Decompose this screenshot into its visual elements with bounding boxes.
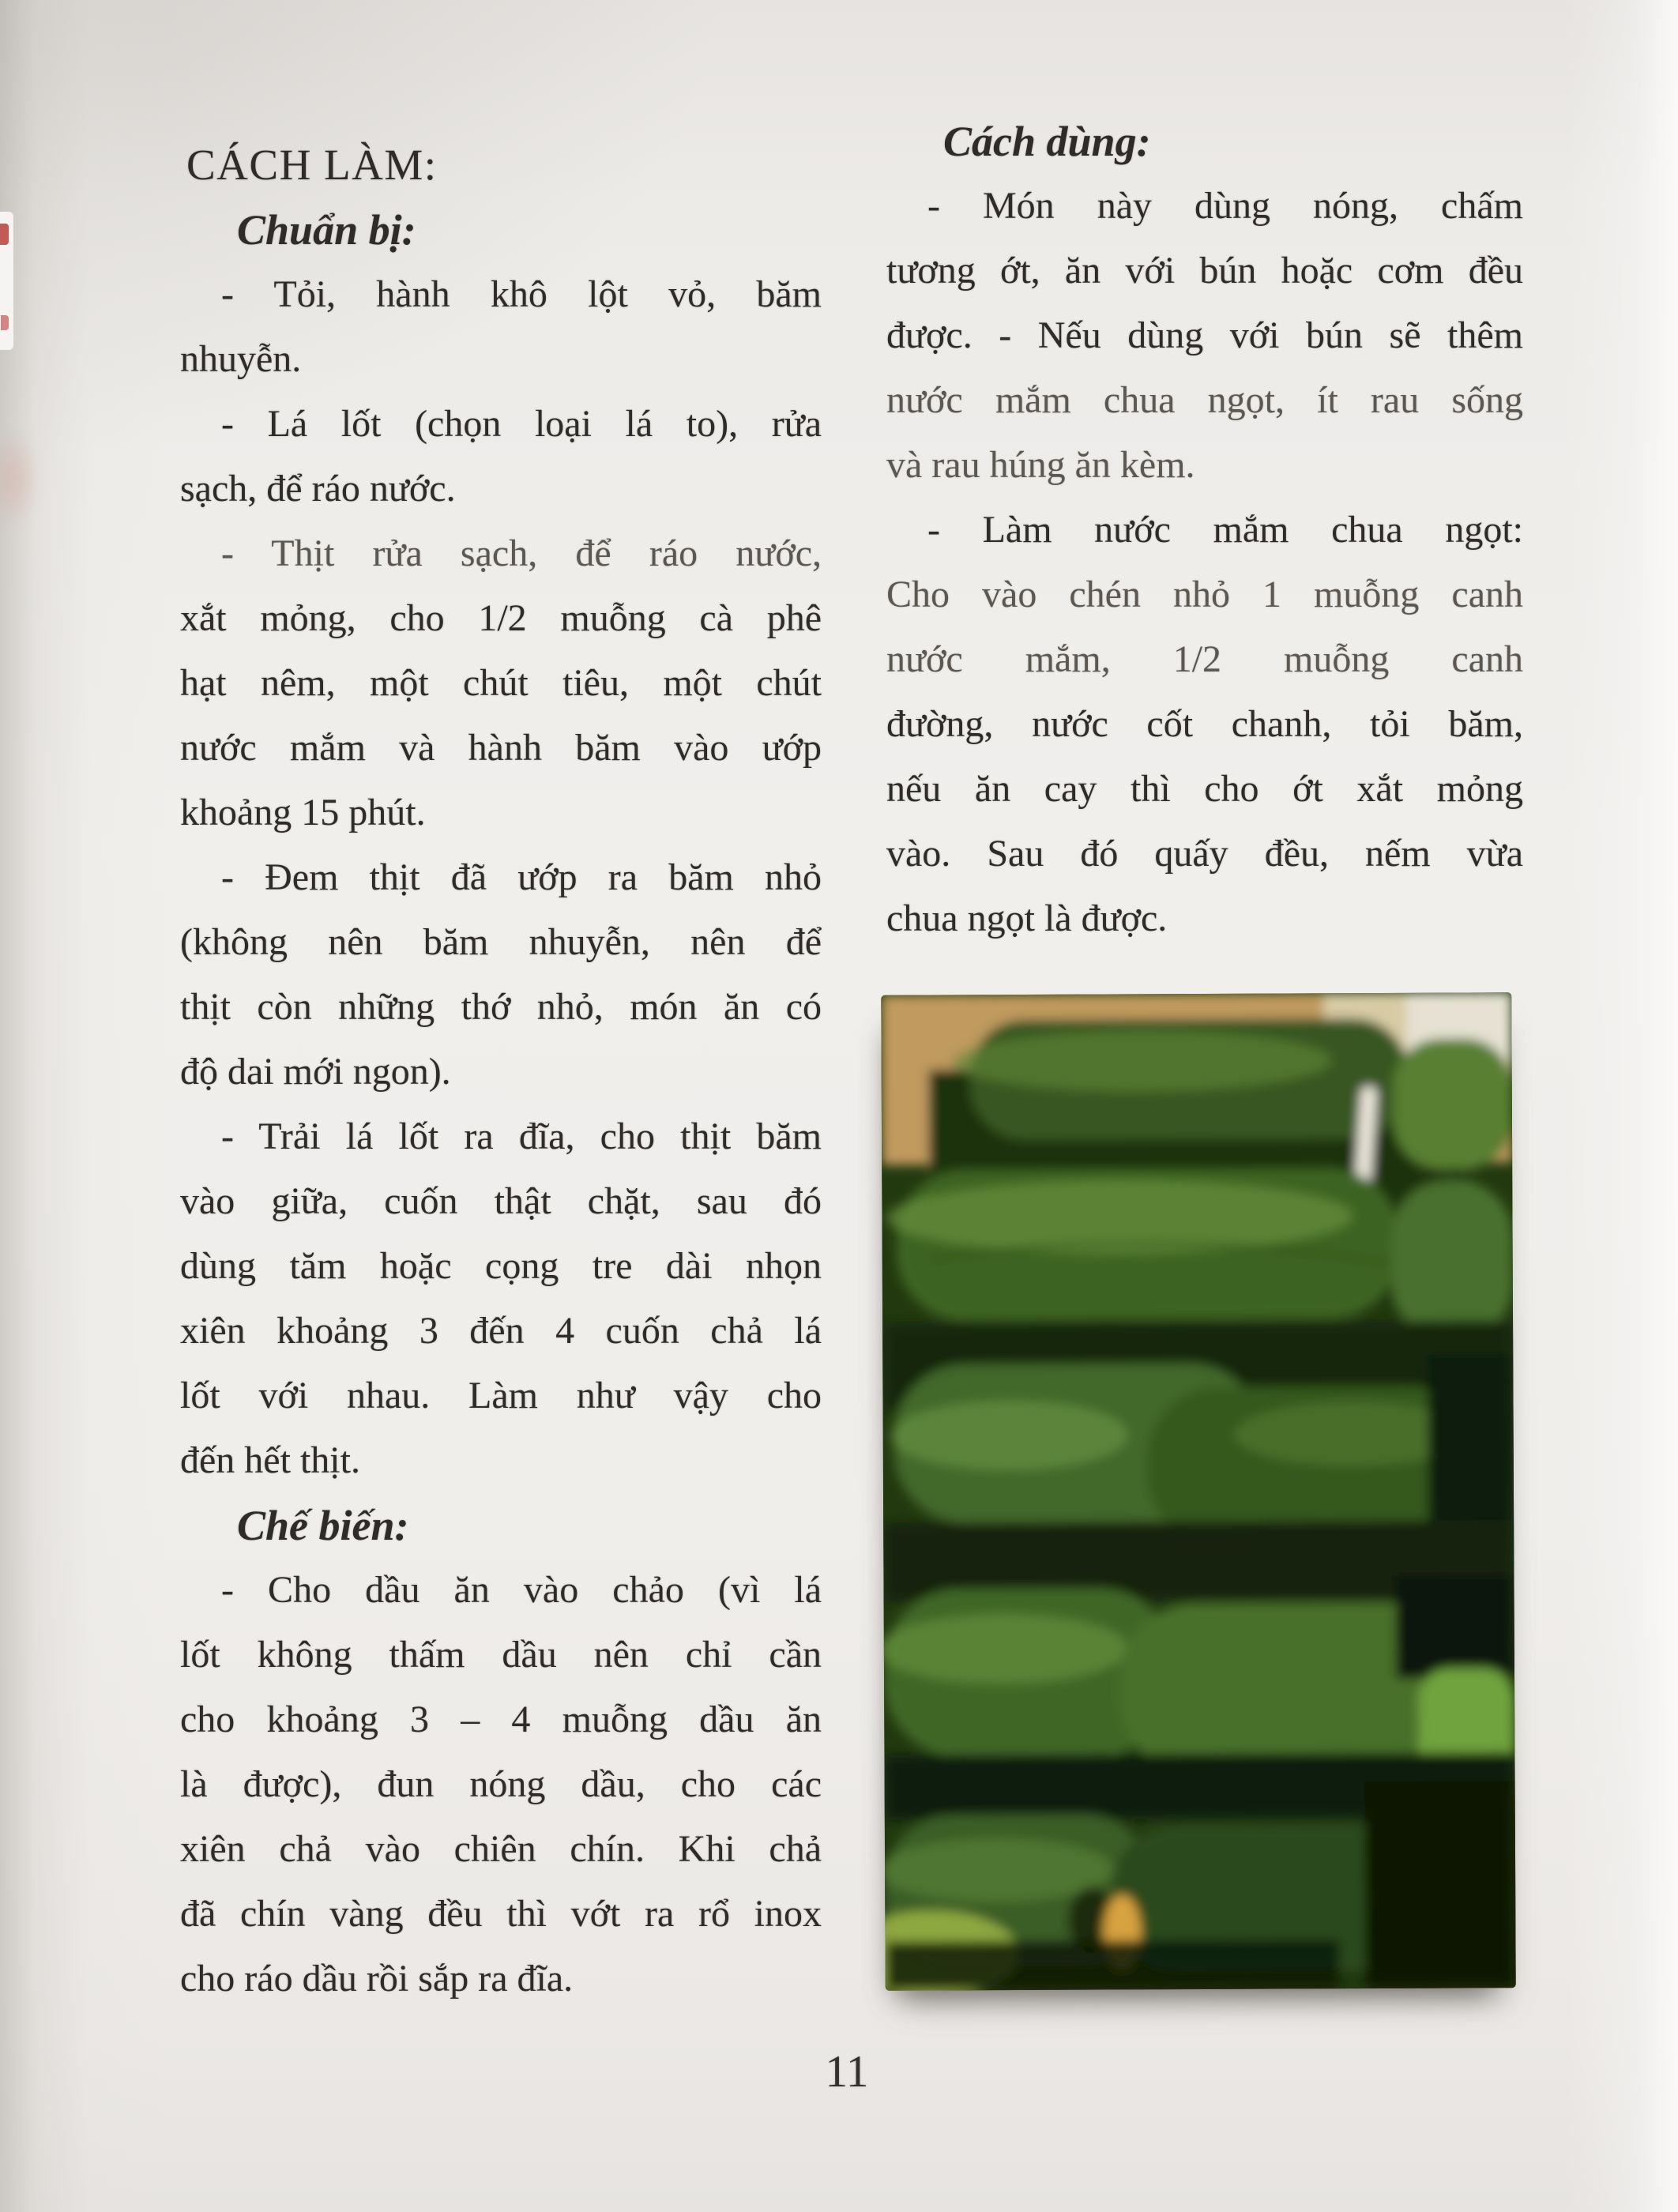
text-line: chua ngọt là được. [886, 897, 1168, 939]
text-line: - Làm nước mắm chua ngọt: [927, 509, 1523, 551]
text-line: xiên khoảng 3 đến 4 cuốn chả lá [180, 1310, 822, 1352]
text-line: (không nên băm nhuyễn, nên để [180, 921, 822, 963]
food-photo [881, 992, 1515, 1990]
text-line: vào giữa, cuốn thật chặt, sau đó [180, 1180, 822, 1222]
text-line: tương ớt, ăn với bún hoặc cơm đều [886, 250, 1523, 292]
text-line: nước mắm và hành băm vào ướp [180, 727, 822, 769]
cha-la-lot-photo-illustration [881, 992, 1515, 1990]
text-line: - Lá lốt (chọn loại lá to), rửa [221, 403, 822, 445]
text-line: thịt còn những thớ nhỏ, món ăn có [180, 986, 822, 1028]
text-line: nếu ăn cay thì cho ớt xắt mỏng [886, 768, 1523, 810]
text-line: lốt không thấm dầu nên chỉ cần [180, 1634, 822, 1676]
subheading-chuan-bi: Chuẩn bị: [237, 206, 416, 254]
text-line: xắt mỏng, cho 1/2 muỗng cà phê [180, 597, 822, 639]
text-line: - Đem thịt đã ướp ra băm nhỏ [221, 856, 822, 898]
text-line: xiên chả vào chiên chín. Khi chả [180, 1828, 822, 1870]
text-line: - Cho dầu ăn vào chảo (vì lá [221, 1569, 822, 1611]
left-column [180, 133, 822, 2011]
text-line: được. - Nếu dùng với bún sẽ thêm [886, 314, 1523, 356]
scan-red-mark [1, 315, 9, 330]
text-line: - Tỏi, hành khô lột vỏ, băm [221, 273, 822, 315]
text-line: sạch, để ráo nước. [180, 468, 456, 510]
text-line: cho ráo dầu rồi sắp ra đĩa. [180, 1958, 574, 1999]
text-line: nước mắm chua ngọt, ít rau sống [886, 379, 1523, 421]
subheading-che-bien: Chế biến: [237, 1502, 409, 1549]
text-line: - Thịt rửa sạch, để ráo nước, [221, 532, 822, 574]
text-line: đến hết thịt. [180, 1439, 360, 1481]
subheading-cach-dung: Cách dùng: [943, 118, 1151, 165]
text-line: nước mắm, 1/2 muỗng canh [886, 638, 1523, 680]
text-line: là được), đun nóng dầu, cho các [180, 1763, 822, 1805]
text-line: lốt với nhau. Làm như vậy cho [180, 1375, 822, 1416]
text-line: khoảng 15 phút. [180, 792, 426, 833]
text-line: nhuyễn. [180, 338, 302, 380]
text-line: độ dai mới ngon). [180, 1051, 451, 1093]
text-line: vào. Sau đó quấy đều, nếm vừa [886, 833, 1523, 875]
scan-pink-smudge [0, 427, 41, 529]
text-line: Cho vào chén nhỏ 1 muỗng canh [886, 574, 1523, 615]
right-column [886, 109, 1523, 951]
text-line: và rau húng ăn kèm. [886, 444, 1195, 486]
text-line: đường, nước cốt chanh, tỏi băm, [886, 703, 1523, 745]
text-line: cho khoảng 3 – 4 muỗng dầu ăn [180, 1698, 822, 1740]
text-line: - Trải lá lốt ra đĩa, cho thịt băm [221, 1115, 822, 1157]
text-line: - Món này dùng nóng, chấm [927, 185, 1523, 227]
page-number: 11 [825, 2047, 869, 2097]
text-line: đã chín vàng đều thì vớt ra rổ inox [180, 1893, 822, 1935]
scan-red-mark [0, 224, 9, 245]
text-line: dùng tăm hoặc cọng tre dài nhọn [180, 1245, 822, 1287]
heading-cach-lam: CÁCH LÀM: [186, 141, 438, 189]
text-line: hạt nêm, một chút tiêu, một chút [180, 662, 822, 704]
